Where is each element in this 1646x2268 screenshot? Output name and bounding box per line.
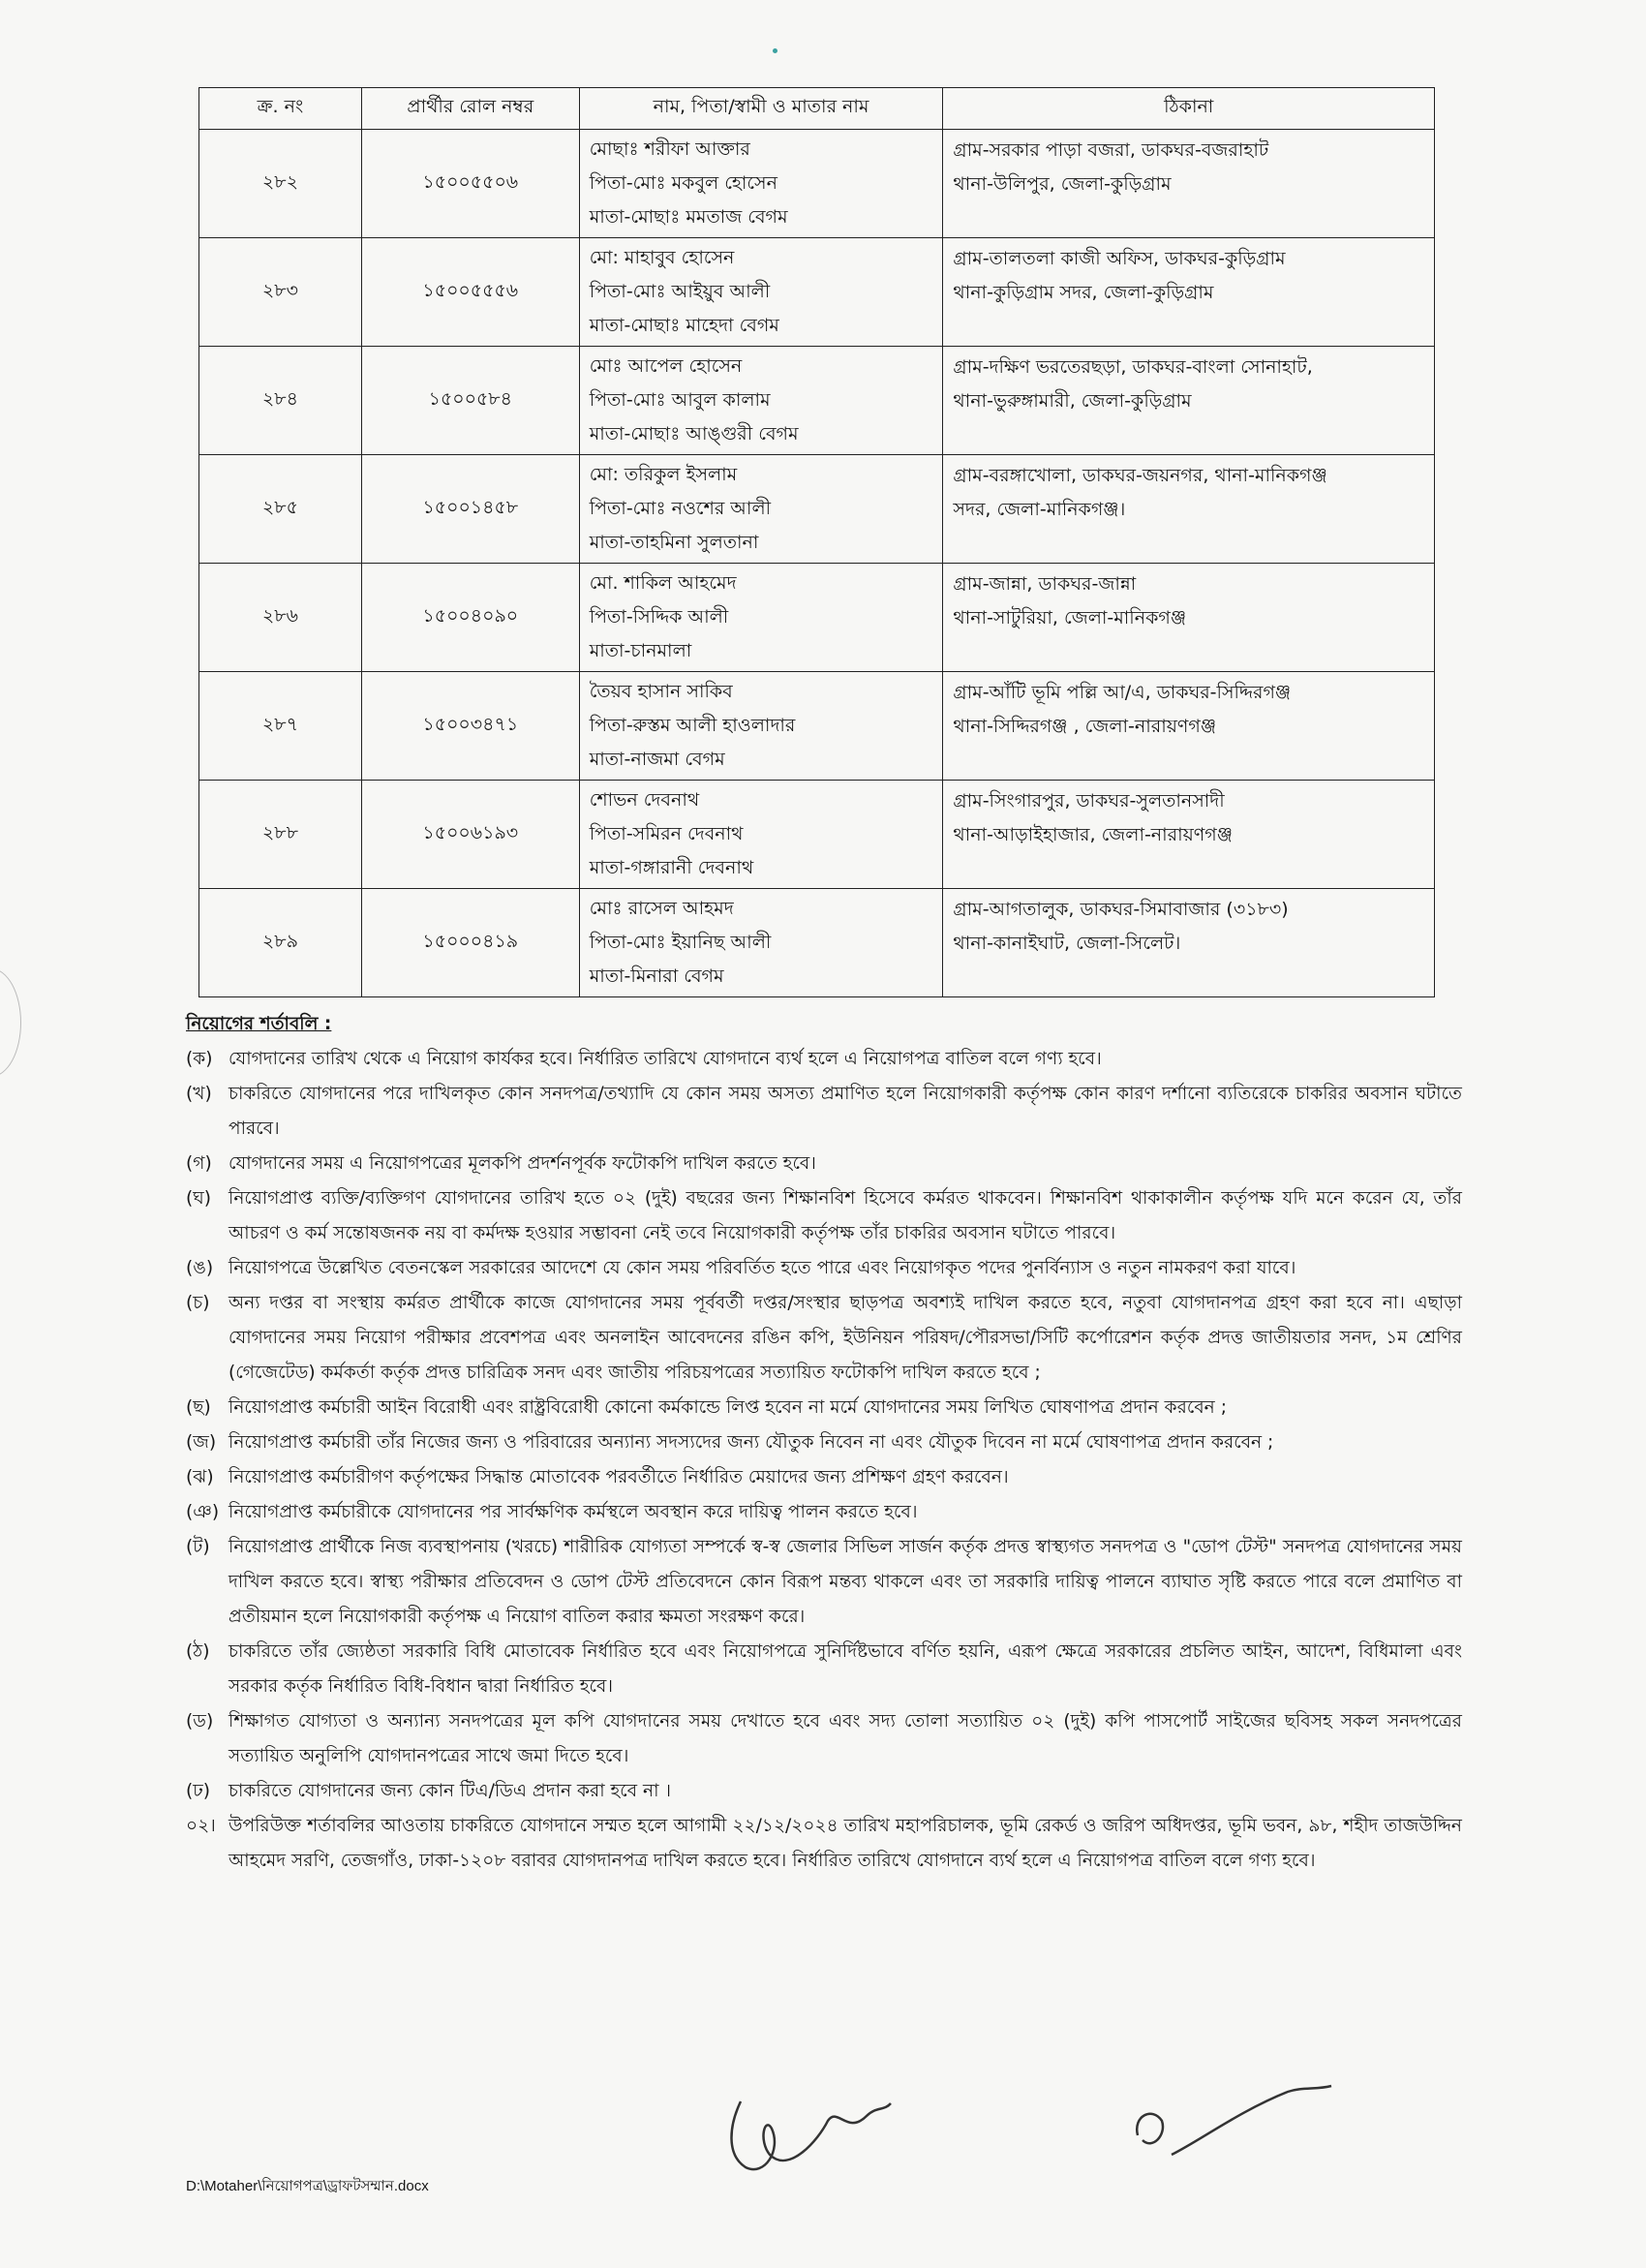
address-line-2: থানা-সিদ্দিরগঞ্জ , জেলা-নারায়ণগঞ্জ [953, 716, 1217, 737]
term-marker: (জ) [186, 1432, 217, 1453]
address-line-1: গ্রাম-আগতালুক, ডাকঘর-সিমাবাজার (৩১৮৩) [953, 899, 1289, 920]
table-row [199, 238, 1435, 347]
name-cell [579, 238, 943, 347]
serial-cell: ২৮৪ [199, 347, 362, 455]
roll-cell: ১৫০০৪০৯০ [361, 564, 579, 672]
closing-marker: ০২। [186, 1816, 216, 1836]
address-cell [943, 455, 1435, 564]
candidate-name: মো: তরিকুল ইসলাম [589, 464, 738, 485]
address-line-1: গ্রাম-দক্ষিণ ভরতেরছড়া, ডাকঘর-বাংলা সোনাহাট, [953, 356, 1313, 378]
term-marker: (ড) [186, 1711, 214, 1732]
term-item [186, 1077, 1462, 1147]
father-name: পিতা-সিদ্দিক আলী [589, 606, 729, 628]
table-row [199, 889, 1435, 997]
term-item [186, 1042, 1462, 1077]
name-cell [579, 889, 943, 997]
term-item [186, 1635, 1462, 1704]
term-text: নিয়োগপ্রাপ্ত কর্মচারী আইন বিরোধী এবং রাষ্ট্রবিরোধী কোনো কর্মকান্ডে লিপ্ত হবেন না মর্মে যোগদানের সময় লিখিত ঘোষণাপত্র প্রদান করবেন ; [229, 1397, 1227, 1418]
address-cell [943, 781, 1435, 889]
term-marker: (ঢ) [186, 1781, 211, 1801]
signature-left [712, 2082, 905, 2189]
address-cell [943, 130, 1435, 238]
mother-name: মাতা-তাহমিনা সুলতানা [589, 532, 759, 553]
address-line-1: গ্রাম-জান্না, ডাকঘর-জান্না [953, 573, 1137, 595]
term-marker: (চ) [186, 1293, 210, 1313]
term-marker: (ঠ) [186, 1641, 210, 1662]
address-line-2: থানা-কানাইঘাট, জেলা-সিলেট। [953, 933, 1181, 954]
address-cell [943, 672, 1435, 781]
table-row [199, 455, 1435, 564]
address-cell [943, 889, 1435, 997]
term-marker: (ঘ) [186, 1188, 211, 1209]
header-roll: প্রার্থীর রোল নম্বর [361, 88, 579, 130]
mother-name: মাতা-গঙ্গারানী দেবনাথ [589, 857, 754, 878]
term-marker: (ক) [186, 1049, 213, 1069]
signature-right [1094, 2082, 1346, 2179]
serial-cell: ২৮৩ [199, 238, 362, 347]
candidate-name: মোঃ আপেল হোসেন [589, 355, 743, 377]
address-cell [943, 347, 1435, 455]
address-line-1: গ্রাম-আঁটি ভূমি পল্লি আ/এ, ডাকঘর-সিদ্দিরগঞ্জ [953, 682, 1292, 703]
term-text: যোগদানের সময় এ নিয়োগপত্রের মূলকপি প্রদর্শনপূর্বক ফটোকপি দাখিল করতে হবে। [229, 1153, 816, 1174]
term-marker: (ছ) [186, 1397, 211, 1418]
candidate-name: মো. শাকিল আহমেদ [589, 572, 737, 594]
term-text: নিয়োগপ্রাপ্ত ব্যক্তি/ব্যক্তিগণ যোগদানের তারিখ হতে ০২ (দুই) বছরের জন্য শিক্ষানবিশ হিসেবে কর্মরত থাকবেন। শিক্ষানবিশ থাকাকালীন কর্তৃপক্ষ যদি মনে করেন যে, তাঁর আচরণ ও কর্ম সন্তোষজনক নয় বা কর্মদক্ষ হওয়ার সম্ভাবনা নেই তবে নিয়োগকারী কর্তৃপক্ষ তাঁর চাকরির অবসান ঘটাতে পারবে। [229, 1188, 1462, 1243]
father-name: পিতা-মোঃ মকবুল হোসেন [589, 172, 777, 194]
term-marker: (খ) [186, 1084, 212, 1104]
serial-cell: ২৮৬ [199, 564, 362, 672]
term-item [186, 1425, 1462, 1460]
serial-cell: ২৮২ [199, 130, 362, 238]
scan-dot-mark [773, 48, 777, 53]
roll-cell: ১৫০০৫৫০৬ [361, 130, 579, 238]
term-marker: (গ) [186, 1153, 212, 1174]
closing-text: উপরিউক্ত শর্তাবলির আওতায় চাকরিতে যোগদানে সম্মত হলে আগামী ২২/১২/২০২৪ তারিখ মহাপরিচালক, ভূমি রেকর্ড ও জরিপ অধিদপ্তর, ভূমি ভবন, ৯৮, শহীদ তাজউদ্দিন আহমেদ সরণি, তেজগাঁও, ঢাকা-১২০৮ বরাবর যোগদানপত্র দাখিল করতে হবে। নির্ধারিত তারিখে যোগদানে ব্যর্থ হলে এ নিয়োগপত্র বাতিল বলে গণ্য হবে। [229, 1816, 1462, 1871]
term-text: নিয়োগপ্রাপ্ত কর্মচারী তাঁর নিজের জন্য ও পরিবারের অন্যান্য সদস্যদের জন্য যৌতুক নিবেন না এবং যৌতুক দিবেন না মর্মে ঘোষণাপত্র প্রদান করবেন ; [229, 1432, 1274, 1453]
roll-cell: ১৫০০০৪১৯ [361, 889, 579, 997]
roll-cell: ১৫০০৫৫৫৬ [361, 238, 579, 347]
table-row [199, 130, 1435, 238]
address-line-1: গ্রাম-বরঙ্গাখোলা, ডাকঘর-জয়নগর, থানা-মানিকগঞ্জ [953, 465, 1327, 486]
address-line-2: থানা-উলিপুর, জেলা-কুড়িগ্রাম [953, 173, 1172, 195]
term-text: চাকরিতে যোগদানের জন্য কোন টিএ/ডিএ প্রদান করা হবে না । [229, 1781, 672, 1801]
father-name: পিতা-মোঃ আবুল কালাম [589, 389, 771, 411]
term-text: অন্য দপ্তর বা সংস্থায় কর্মরত প্রার্থীকে কাজে যোগদানের সময় পূর্ববর্তী দপ্তর/সংস্থার ছাড়পত্র অবশ্যই দাখিল করতে হবে, নতুবা যোগদানপত্র গ্রহণ করা হবে না। এছাড়া যোগদানের সময় নিয়োগ পরীক্ষার প্রবেশপত্র এবং অনলাইন আবেদনের রঙিন কপি, ইউনিয়ন পরিষদ/পৌরসভা/সিটি কর্পোরেশন কর্তৃক প্রদত্ত জাতীয়তার সনদ, ১ম শ্রেণির (গেজেটেড) কর্মকর্তা কর্তৃক প্রদত্ত চারিত্রিক সনদ এবং জাতীয় পরিচয়পত্রের সত্যায়িত ফটোকপি দাখিল করতে হবে ; [229, 1293, 1462, 1383]
mother-name: মাতা-মোছাঃ মাহেদা বেগম [589, 315, 779, 336]
header-name: নাম, পিতা/স্বামী ও মাতার নাম [579, 88, 943, 130]
address-line-2: থানা-ভুরুঙ্গামারী, জেলা-কুড়িগ্রাম [953, 390, 1192, 412]
term-text: নিয়োগপ্রাপ্ত প্রার্থীকে নিজ ব্যবস্থাপনায় (খরচে) শারীরিক যোগ্যতা সম্পর্কে স্ব-স্ব জেলার সিভিল সার্জন কর্তৃক প্রদত্ত স্বাস্থ্যগত সনদপত্র ও "ডোপ টেস্ট" সনদপত্র যোগদানের সময় দাখিল করতে হবে। স্বাস্থ্য পরীক্ষার প্রতিবেদন ও ডোপ টেস্ট প্রতিবেদনে কোন বিরূপ মন্তব্য থাকলে এবং তা সরকারি দায়িত্ব পালনে ব্যাঘাত সৃষ্টি করতে পারে বলে প্রমাণিত বা প্রতীয়মান হলে নিয়োগকারী কর্তৃপক্ষ এ নিয়োগ বাতিল করার ক্ষমতা সংরক্ষণ করে। [229, 1537, 1462, 1627]
father-name: পিতা-মোঃ ইয়ানিছ আলী [589, 932, 772, 953]
candidate-table [198, 87, 1435, 997]
header-serial: ক্র. নং [199, 88, 362, 130]
address-line-2: থানা-কুড়িগ্রাম সদর, জেলা-কুড়িগ্রাম [953, 282, 1214, 303]
name-cell [579, 564, 943, 672]
candidate-name: শোভন দেবনাথ [589, 789, 700, 811]
table-row [199, 781, 1435, 889]
address-cell [943, 564, 1435, 672]
term-item [186, 1460, 1462, 1495]
term-item [186, 1774, 1462, 1809]
mother-name: মাতা-মোছাঃ মমতাজ বেগম [589, 206, 788, 228]
term-text: যোগদানের তারিখ থেকে এ নিয়োগ কার্যকর হবে। নির্ধারিত তারিখে যোগদানে ব্যর্থ হলে এ নিয়োগপত্র বাতিল বলে গণ্য হবে। [229, 1049, 1102, 1069]
term-text: শিক্ষাগত যোগ্যতা ও অন্যান্য সনদপত্রের মূল কপি যোগদানের সময় দেখাতে হবে এবং সদ্য তোলা সত্যায়িত ০২ (দুই) কপি পাসপোর্ট সাইজের ছবিসহ সকল সনদপত্রের সত্যায়িত অনুলিপি যোগদানপত্রের সাথে জমা দিতে হবে। [229, 1711, 1462, 1766]
address-line-2: সদর, জেলা-মানিকগঞ্জ। [953, 499, 1126, 520]
header-address: ঠিকানা [943, 88, 1435, 130]
term-item [186, 1530, 1462, 1635]
father-name: পিতা-মোঃ নওশের আলী [589, 498, 772, 519]
term-text: চাকরিতে যোগদানের পরে দাখিলকৃত কোন সনদপত্র/তথ্যাদি যে কোন সময় অসত্য প্রমাণিত হলে নিয়োগকারী কর্তৃপক্ষ কোন কারণ দর্শানো ব্যতিরেকে চাকরির অবসান ঘটাতে পারবে। [229, 1084, 1462, 1139]
serial-cell: ২৮৭ [199, 672, 362, 781]
punch-hole-mark [0, 968, 21, 1077]
roll-cell: ১৫০০৩৪৭১ [361, 672, 579, 781]
terms-section [186, 1007, 1462, 1879]
roll-cell: ১৫০০৫৮৪ [361, 347, 579, 455]
term-item [186, 1181, 1462, 1251]
term-marker: (ট) [186, 1537, 210, 1557]
mother-name: মাতা-মোছাঃ আঙ্গুরী বেগম [589, 423, 799, 444]
name-cell [579, 347, 943, 455]
term-item [186, 1391, 1462, 1425]
term-text: নিয়োগপ্রাপ্ত কর্মচারীকে যোগদানের পর সার্বক্ষণিক কর্মস্থলে অবস্থান করে দায়িত্ব পালন করতে হবে। [229, 1502, 918, 1522]
mother-name: মাতা-চানমালা [589, 640, 692, 661]
roll-cell: ১৫০০১৪৫৮ [361, 455, 579, 564]
candidate-name: তৈয়ব হাসান সাকিব [589, 681, 733, 702]
file-path-footer: D:\Motaher\নিয়োগপত্র\ড্রাফটসম্মান.docx [186, 2178, 429, 2194]
roll-cell: ১৫০০৬১৯৩ [361, 781, 579, 889]
name-cell [579, 781, 943, 889]
term-marker: (ঙ) [186, 1258, 214, 1278]
table-header-row [199, 88, 1435, 130]
name-cell [579, 455, 943, 564]
address-line-2: থানা-সাটুরিয়া, জেলা-মানিকগঞ্জ [953, 607, 1187, 628]
serial-cell: ২৮৯ [199, 889, 362, 997]
term-item [186, 1495, 1462, 1530]
serial-cell: ২৮৮ [199, 781, 362, 889]
term-item [186, 1286, 1462, 1391]
terms-heading: নিয়োগের শর্তাবলি : [186, 1014, 332, 1034]
address-line-1: গ্রাম-সিংগারপুর, ডাকঘর-সুলতানসাদী [953, 790, 1225, 812]
term-item [186, 1147, 1462, 1181]
terms-list [186, 1042, 1462, 1809]
term-marker: (ঞ) [186, 1502, 220, 1522]
address-line-2: থানা-আড়াইহাজার, জেলা-নারায়ণগঞ্জ [953, 824, 1233, 845]
term-text: নিয়োগপত্রে উল্লেখিত বেতনস্কেল সরকারের আদেশে যে কোন সময় পরিবর্তিত হতে পারে এবং নিয়োগকৃত পদের পুনর্বিন্যাস ও নতুন নামকরণ করা যাবে। [229, 1258, 1296, 1278]
father-name: পিতা-সমিরন দেবনাথ [589, 823, 744, 844]
term-text: চাকরিতে তাঁর জ্যেষ্ঠতা সরকারি বিধি মোতাবেক নির্ধারিত হবে এবং নিয়োগপত্রে সুনির্দিষ্টভাবে বর্ণিত হয়নি, এরূপ ক্ষেত্রে সরকারের প্রচলিত আইন, আদেশ, বিধিমালা এবং সরকার কর্তৃক নির্ধারিত বিধি-বিধান দ্বারা নির্ধারিত হবে। [229, 1641, 1462, 1697]
table-row [199, 564, 1435, 672]
father-name: পিতা-মোঃ আইয়ুব আলী [589, 281, 771, 302]
table-row [199, 672, 1435, 781]
name-cell [579, 130, 943, 238]
serial-cell: ২৮৫ [199, 455, 362, 564]
address-cell [943, 238, 1435, 347]
candidate-name: মোছাঃ শরীফা আক্তার [589, 138, 750, 160]
father-name: পিতা-রুস্তম আলী হাওলাদার [589, 715, 796, 736]
address-line-1: গ্রাম-সরকার পাড়া বজরা, ডাকঘর-বজরাহাট [953, 139, 1269, 161]
term-item [186, 1704, 1462, 1774]
mother-name: মাতা-নাজমা বেগম [589, 749, 725, 770]
name-cell [579, 672, 943, 781]
address-line-1: গ্রাম-তালতলা কাজী অফিস, ডাকঘর-কুড়িগ্রাম [953, 248, 1286, 269]
table-row [199, 347, 1435, 455]
mother-name: মাতা-মিনারা বেগম [589, 965, 724, 987]
term-text: নিয়োগপ্রাপ্ত কর্মচারীগণ কর্তৃপক্ষের সিদ্ধান্ত মোতাবেক পরবর্তীতে নির্ধারিত মেয়াদের জন্য প্রশিক্ষণ গ্রহণ করবেন। [229, 1467, 1009, 1487]
candidate-name: মো: মাহাবুব হোসেন [589, 247, 735, 268]
term-item [186, 1251, 1462, 1286]
term-marker: (ঝ) [186, 1467, 214, 1487]
closing-paragraph [186, 1809, 1462, 1879]
candidate-name: মোঃ রাসেল আহমদ [589, 898, 734, 919]
